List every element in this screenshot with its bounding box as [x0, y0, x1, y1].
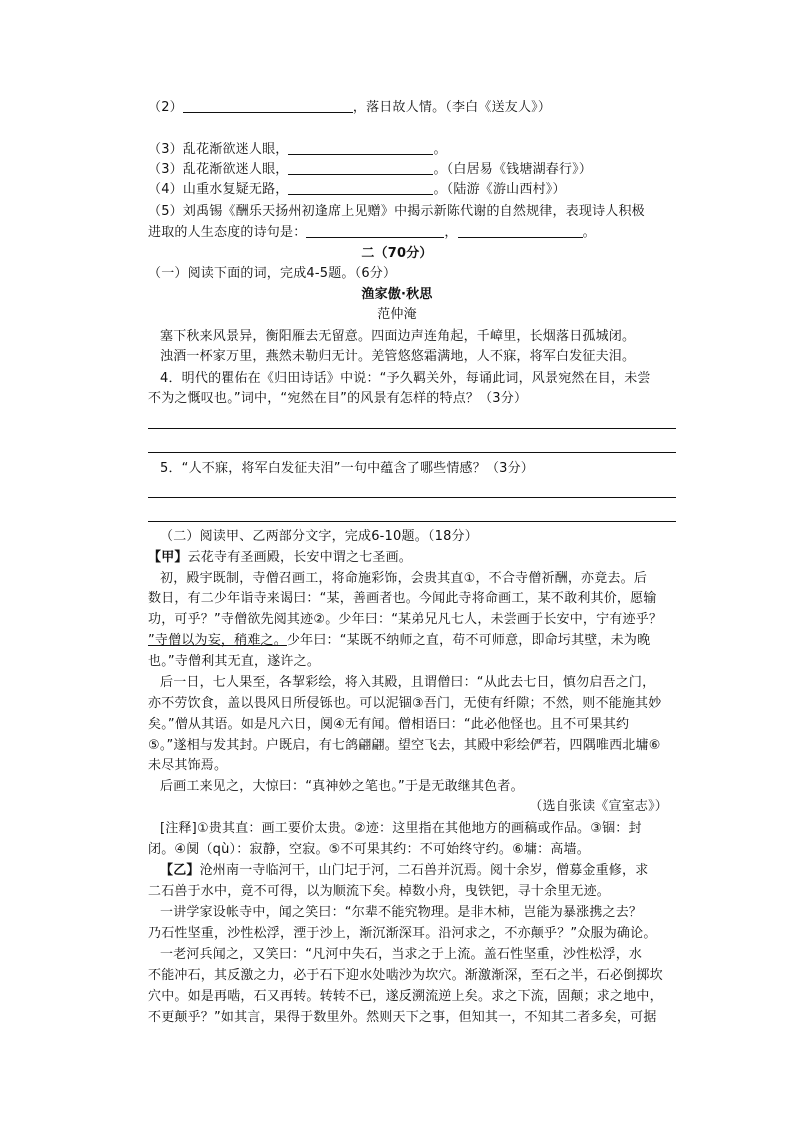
jia-p2-line3: 矣。”僧从其语。如是凡六日，阒④无有闻。僧相语曰：“此必他怪也。且不可果其约	[148, 717, 630, 732]
q2-number: （2）	[148, 100, 183, 115]
jia-p2-line4: ⑤。”遂相与发其封。户既启，有七鸽翩翩。望空飞去，其殿中彩绘俨若，四隅唯西北墉⑥	[148, 738, 661, 753]
poem-line-1: 塞下秋来风景异，衡阳雁去无留意。四面边声连角起，千嶂里，长烟落日孤城闭。	[160, 329, 636, 344]
q3a-text: （3）乱花渐欲迷人眼，	[148, 142, 289, 157]
question-4-line1: 4．明代的瞿佑在《归田诗话》中说：“予久羁关外，每诵此词，风景宛然在目，未尝	[160, 371, 651, 386]
poem-line-2: 浊酒一杯家万里，燕然未勒归无计。羌管悠悠霜满地，人不寐，将军白发征夫泪。	[160, 349, 636, 364]
yi-line2: 二石兽于水中，竟不可得，以为顺流下矣。棹数小舟，曳铁钯，寻十余里无迹。	[148, 884, 611, 899]
jia-p1-line4: ”寺僧以为妄，稍难之。少年曰：“某既不纳师之直，苟不可师意，即命圬其壁，未为晚	[148, 633, 651, 648]
q3a-line	[148, 141, 676, 159]
section-heading: 二（70分）	[361, 246, 433, 261]
jia-first-line: 【甲】云花寺有圣画殿，长安中谓之七圣画。	[148, 550, 413, 565]
poem-title: 渔家傲·秋思	[361, 287, 433, 302]
q3b-blank[interactable]	[288, 161, 433, 175]
q5-fill-line2: 进取的人生态度的诗句是： ， 。	[148, 225, 596, 240]
answer-line[interactable]	[148, 521, 676, 522]
part2-intro: （二）阅读甲、乙两部分文字，完成6-10题。（18分）	[160, 529, 478, 544]
jia-p1-line1: 初，殿宇既制，寺僧召画工，将命施彩饰，会贵其直①，不合寺僧祈酬，亦竟去。后	[160, 571, 648, 586]
jia-p1-line5: 也。”寺僧利其无直，遂许之。	[148, 654, 321, 669]
poem-author: 范仲淹	[377, 307, 417, 322]
jia-p2-line2: 亦不劳饮食，盖以畏风日所侵铄也。可以泥锢③吾门，无使有纤隙；不然，则不能施其妙	[148, 696, 662, 711]
yi-tag: 【乙】	[160, 863, 200, 878]
yi-p3-line2: 不能冲石，其反激之力，必于石下迎水处啮沙为坎穴。渐激渐深，至石之半，石必倒掷坎	[148, 968, 663, 983]
q5-fill-line1: （5）刘禹锡《酬乐天扬州初逢席上见赠》中揭示新陈代谢的自然规律，表现诗人积极	[148, 204, 645, 219]
q2-blank[interactable]	[183, 99, 353, 113]
q3a-blank[interactable]	[288, 141, 433, 155]
jia-p1-line3: 功，可乎？”寺僧欲先阅其迹②。少年曰：“某弟兄凡七人，未尝画于长安中，宁有迹乎？	[148, 612, 663, 627]
question-5: 5．“人不寐，将军白发征夫泪”一句中蕴含了哪些情感？（3分）	[160, 461, 535, 476]
yi-p3-line1: 一老河兵闻之，又笑曰：“凡河中失石，当求之于上流。盖石性坚重，沙性松浮，水	[160, 947, 643, 962]
q5-blank-1[interactable]	[306, 224, 444, 238]
q3b-end: 。（白居易《钱塘湖春行》）	[433, 162, 593, 177]
yi-line1: 【乙】沧州南一寺临河干，山门圮于河，二石兽并沉焉。阅十余岁，僧募金重修，求	[160, 863, 649, 878]
q3b-line	[148, 161, 676, 179]
notes-line1: [注释]①贵其直：画工要价太贵。②迹：这里指在其他地方的画稿或作品。③锢：封	[160, 821, 642, 836]
answer-line[interactable]	[148, 428, 676, 429]
q4-fill-line	[148, 181, 676, 199]
jia-p2-line5: 未尽其饰焉。	[148, 758, 228, 773]
q3a-end: 。	[433, 142, 447, 157]
source-citation: （选自张读《宣室志》）	[529, 799, 668, 814]
q4-fill-blank[interactable]	[288, 181, 433, 195]
yi-p3-line3: 穴中。如是再啮，石又再转。转转不已，遂反溯流逆上矣。求之下流，固颠；求之地中，	[148, 989, 663, 1004]
underlined-sentence: ”寺僧以为妄，稍难之。	[148, 633, 287, 648]
yi-p2-line1: 一讲学家设帐寺中，闻之笑曰：“尔辈不能究物理。是非木柿，岂能为暴涨携之去？	[160, 905, 643, 920]
yi-p3-line4: 不更颠乎？”如其言，果得于数里外。然则天下之事，但知其一，不知其二者多矣，可据	[148, 1010, 657, 1025]
q2-line	[148, 99, 676, 117]
answer-line[interactable]	[148, 452, 676, 453]
jia-p1-line2: 数日，有二少年诣寺来谒曰：“某，善画者也。今闻此寺将命画工，某不敢利其价，愿输	[148, 591, 657, 606]
answer-line[interactable]	[148, 497, 676, 498]
q4-fill-end: 。（陆游《游山西村》）	[433, 182, 566, 197]
q2-text: ，落日故人情。（李白《送友人》）	[352, 100, 552, 115]
jia-p2-line1: 后一日，七人果至，各挈彩绘，将入其殿，且谓僧曰：“从此去七日，慎勿启吾之门，	[160, 675, 656, 690]
part1-intro: （一）阅读下面的词，完成4-5题。（6分）	[148, 266, 397, 281]
q3b-text: （3）乱花渐欲迷人眼，	[148, 162, 289, 177]
q5-blank-2[interactable]	[458, 224, 583, 238]
jia-tag: 【甲】	[148, 550, 188, 565]
notes-line2: 闭。④阒（qù）：寂静，空寂。⑤不可果其约：不可始终守约。⑥墉：高墙。	[148, 842, 590, 857]
q4-fill-text: （4）山重水复疑无路，	[148, 182, 289, 197]
question-4-line2: 不为之慨叹也。”词中，“宛然在目”的风景有怎样的特点？（3分）	[148, 391, 528, 406]
yi-p2-line2: 乃石性坚重，沙性松浮，湮于沙上，渐沉渐深耳。沿河求之，不亦颠乎？”众服为确论。	[148, 926, 657, 941]
jia-p3: 后画工来见之，大惊曰：“真神妙之笔也。”于是无敢继其色者。	[160, 779, 524, 794]
